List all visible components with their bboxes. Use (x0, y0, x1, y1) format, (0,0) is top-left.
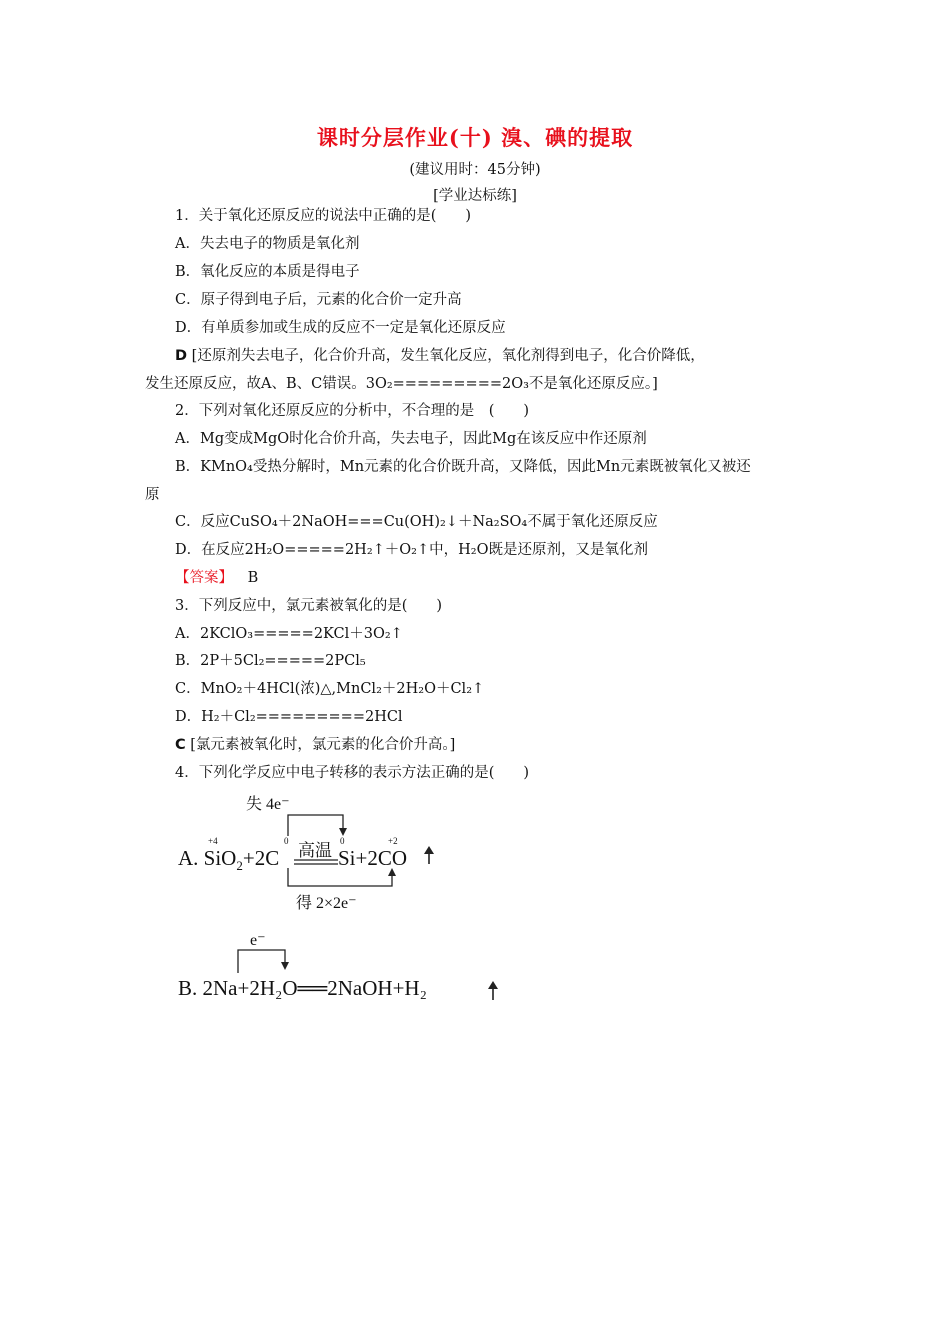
q2-option-d: D．在反应2H₂O=====2H₂↑＋O₂↑中，H₂O既是还原剂，又是氧化剂 (175, 542, 648, 558)
q1-answer (175, 347, 705, 365)
q2-answer (175, 569, 258, 587)
q3-stem: 3．下列反应中，氯元素被氧化的是( ) (175, 598, 443, 614)
q4-option-a-equation: A. SiO$_2$+2C (178, 846, 280, 874)
q3-answer (175, 736, 455, 754)
ox-state-c-product: +2 (388, 836, 398, 846)
section-heading: [学业达标练] (433, 188, 517, 204)
gain-electrons-label: 得 2×2e⁻ (296, 895, 357, 912)
q1-option-c: C．原子得到电子后，元素的化合价一定升高 (175, 292, 462, 308)
q4-option-a-diagram (170, 788, 510, 928)
q1-explanation-2: 发生还原反应，故A、B、C错误。3O₂=========2O₃不是氧化还原反应。] (145, 376, 658, 392)
page-title: 课时分层作业(十) 溴、碘的提取 (316, 125, 634, 150)
q2-option-a: A．Mg变成MgO时化合价升高，失去电子，因此Mg在该反应中作还原剂 (175, 431, 647, 447)
q1-answer-letter: D (175, 348, 188, 364)
q2-answer-letter: B (247, 570, 259, 586)
q3-option-b: B．2P＋5Cl₂=====2PCl₅ (175, 653, 366, 669)
ox-state-si: +4 (208, 836, 218, 846)
subtitle: (建议用时：45分钟) (409, 162, 541, 178)
q1-option-a: A．失去电子的物质是氧化剂 (175, 236, 360, 252)
eq-a-reactant-2: +2C (242, 846, 280, 870)
lose-electrons-label: 失 4e⁻ (246, 796, 290, 813)
reaction-condition: 高温 (298, 841, 332, 860)
ox-state-si-product: 0 (340, 836, 345, 846)
q4-option-b-equation: B. 2Na+2H₂O══2NaOH+H₂ (178, 976, 427, 1000)
q2-option-c: C．反应CuSO₄＋2NaOH===Cu(OH)₂↓＋Na₂SO₄不属于氧化还原反应 (175, 514, 658, 530)
q2-option-b: B．KMnO₄受热分解时，Mn元素的化合价既升高，又降低，因此Mn元素既被氧化又被还 (175, 459, 751, 475)
eq-a-reactant-1: A. SiO (178, 846, 237, 870)
q3-option-c: C．MnO₂＋4HCl(浓)△,MnCl₂＋2H₂O＋Cl₂↑ (175, 681, 485, 697)
q1-explanation-1: [还原剂失去电子，化合价升高，发生氧化反应，氧化剂得到电子，化合价降低， (191, 348, 705, 364)
q1-stem: 1．关于氧化还原反应的说法中正确的是( ) (175, 208, 472, 224)
q3-answer-letter: C (175, 737, 186, 753)
eq-a-products: Si+2CO (338, 846, 408, 870)
ox-state-c: 0 (284, 836, 289, 846)
q3-option-d: D．H₂＋Cl₂=========2HCl (175, 709, 403, 725)
q4-option-b-diagram (170, 928, 510, 1008)
q2-option-b-cont: 原 (145, 487, 160, 503)
q1-option-b: B．氧化反应的本质是得电子 (175, 264, 360, 280)
electron-label: e⁻ (250, 932, 266, 949)
q3-option-a: A．2KClO₃=====2KCl＋3O₂↑ (175, 626, 403, 642)
q2-stem: 2．下列对氧化还原反应的分析中，不合理的是 ( ) (175, 403, 530, 419)
q3-explanation: [氯元素被氧化时，氯元素的化合价升高。] (190, 737, 456, 753)
answer-tag: 【答案】 (175, 570, 233, 586)
q4-stem: 4．下列化学反应中电子转移的表示方法正确的是( ) (175, 765, 530, 781)
q1-option-d: D．有单质参加或生成的反应不一定是氧化还原反应 (175, 320, 506, 336)
